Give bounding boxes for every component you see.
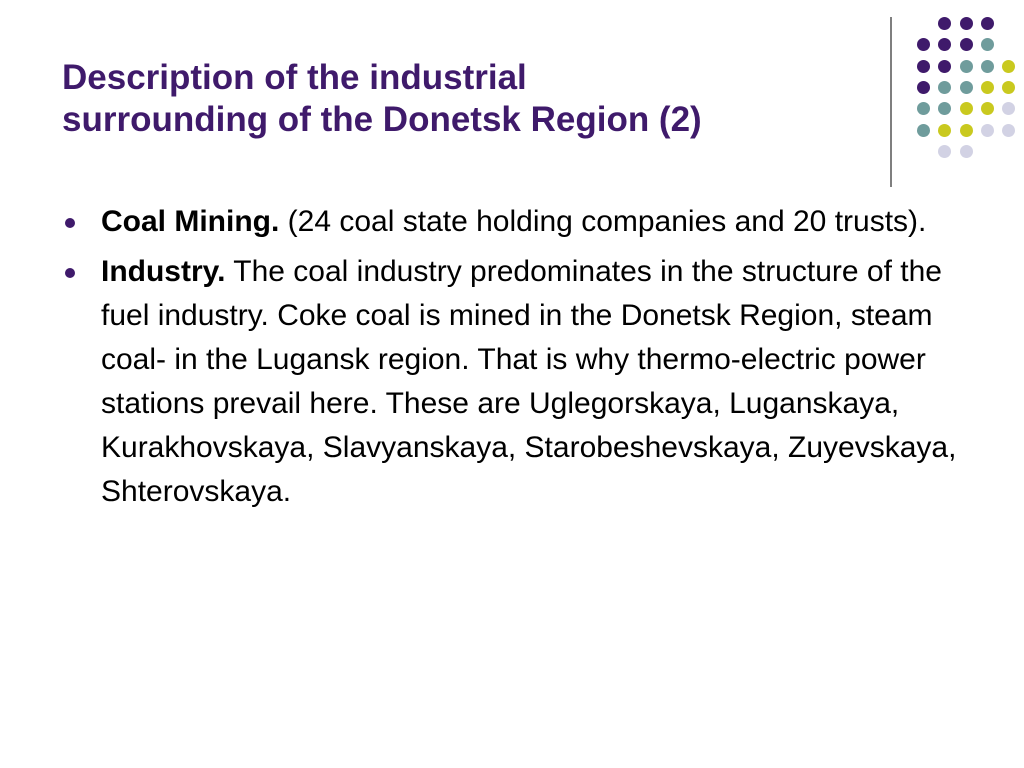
slide-title-line-2: surrounding of the Donetsk Region (2) bbox=[62, 100, 702, 139]
decorative-dot bbox=[938, 124, 951, 137]
decorative-dot bbox=[960, 17, 973, 30]
decorative-dot bbox=[938, 81, 951, 94]
bullet-item-coal-mining bbox=[62, 200, 962, 244]
decorative-dot bbox=[981, 102, 994, 115]
bullet-heading: Coal Mining. bbox=[101, 205, 280, 238]
decorative-dot bbox=[981, 17, 994, 30]
bullet-list bbox=[62, 200, 962, 520]
bullet-icon bbox=[65, 218, 75, 228]
decorative-dot bbox=[981, 81, 994, 94]
decorative-dot bbox=[917, 81, 930, 94]
decorative-dot bbox=[981, 124, 994, 137]
bullet-text: The coal industry predominates in the structure of the fuel industry. Coke coal is mined in the Donetsk Region, steam coal- in the Lugansk region. That is why thermo-electric power stations prevail here. These are Uglegorskaya, Luganskaya, Kurakhovskaya, Slavyanskaya, Starobeshevskaya, Zuyevskaya, Shterovskaya. bbox=[101, 255, 957, 508]
decorative-dot bbox=[960, 145, 973, 158]
decorative-dot bbox=[981, 38, 994, 51]
decorative-dot bbox=[938, 38, 951, 51]
decorative-dot bbox=[1002, 81, 1015, 94]
decorative-dot bbox=[917, 124, 930, 137]
bullet-icon bbox=[65, 268, 75, 278]
slide-title-line-1: Description of the industrial bbox=[62, 58, 527, 97]
decorative-dot bbox=[917, 38, 930, 51]
decorative-dot bbox=[960, 102, 973, 115]
decorative-dot bbox=[938, 102, 951, 115]
decorative-dot bbox=[1002, 102, 1015, 115]
decorative-dot bbox=[1002, 124, 1015, 137]
decorative-dot bbox=[938, 145, 951, 158]
decorative-dot bbox=[960, 60, 973, 73]
bullet-heading: Industry. bbox=[101, 255, 226, 288]
decorative-dot-grid bbox=[0, 0, 1024, 200]
bullet-item-industry bbox=[62, 250, 962, 514]
decorative-dot bbox=[960, 124, 973, 137]
decorative-dot bbox=[960, 81, 973, 94]
decorative-dot bbox=[981, 60, 994, 73]
bullet-text: (24 coal state holding companies and 20 trusts). bbox=[287, 205, 927, 238]
decorative-dot bbox=[938, 17, 951, 30]
decorative-dot bbox=[960, 38, 973, 51]
decorative-dot bbox=[938, 60, 951, 73]
decorative-dot bbox=[1002, 60, 1015, 73]
decorative-dot bbox=[917, 60, 930, 73]
decorative-dot bbox=[917, 102, 930, 115]
